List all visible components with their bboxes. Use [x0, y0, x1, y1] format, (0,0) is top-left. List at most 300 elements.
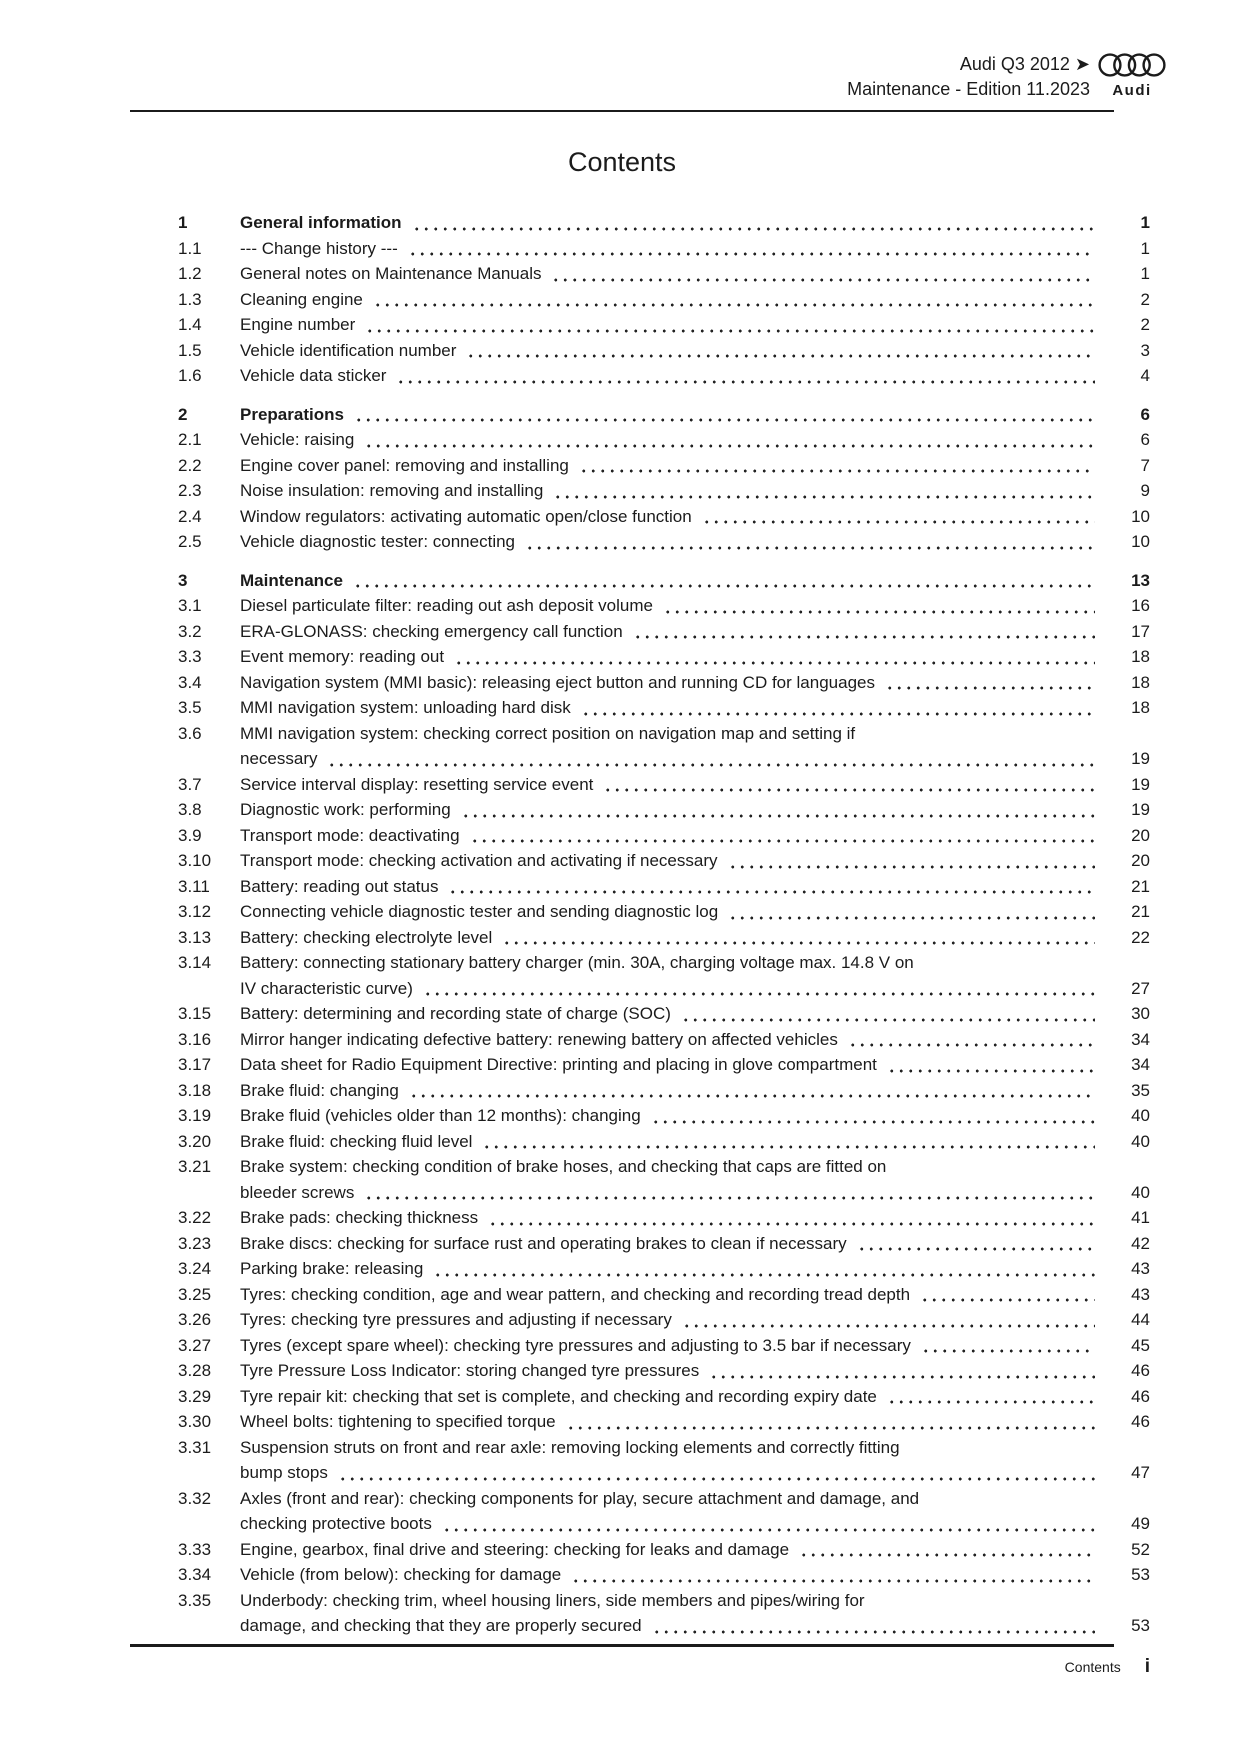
toc-entry-body	[240, 899, 1150, 925]
toc-entry-page: 47	[1131, 1463, 1150, 1482]
toc-entry-title: Diagnostic work: performing	[240, 800, 451, 819]
toc-entry-title: Noise insulation: removing and installing	[240, 481, 544, 500]
dot-leader	[728, 916, 1095, 920]
dot-leader	[663, 610, 1095, 614]
footer-page-number: i	[1144, 1656, 1150, 1677]
dot-leader	[373, 303, 1095, 307]
dot-leader	[364, 1196, 1095, 1200]
toc-entry-number: 3.6	[178, 723, 202, 743]
toc-entry-title: Brake discs: checking for surface rust and operating brakes to clean if necessary	[240, 1233, 847, 1253]
toc-entry-body	[240, 1333, 1150, 1359]
toc-entry-title: Battery: determining and recording state of charge (SOC)	[240, 1004, 671, 1023]
toc-entry-page: 17	[1131, 621, 1150, 641]
toc-entry-page: 1	[1140, 213, 1150, 232]
toc-entry-title: ERA-GLONASS: checking emergency call function	[240, 621, 623, 641]
dot-leader	[571, 1579, 1095, 1583]
toc-entry	[178, 453, 1150, 479]
dot-leader	[920, 1298, 1095, 1302]
toc-entry	[178, 1562, 1150, 1588]
dot-leader	[885, 686, 1095, 690]
dot-leader	[327, 763, 1095, 767]
toc-entry-page: 18	[1131, 698, 1150, 717]
toc-entry-number: 3.17	[178, 1055, 212, 1074]
toc-entry-body	[240, 210, 1150, 236]
toc-entry-number: 3.7	[178, 774, 202, 794]
toc-entry-title: Engine, gearbox, final drive and steering: checking for leaks and damage	[240, 1539, 790, 1559]
dot-leader	[409, 1094, 1095, 1098]
toc-entry-number: 2.3	[178, 481, 202, 500]
toc-entry-title: Tyres: checking condition, age and wear pattern, and checking and recording tread depth	[240, 1284, 911, 1304]
toc-entry-title: Engine number	[240, 315, 356, 334]
toc-entry-page: 35	[1131, 1080, 1150, 1100]
dot-leader	[681, 1018, 1095, 1022]
dot-leader	[799, 1553, 1095, 1557]
toc-entry-number: 3.15	[178, 1004, 212, 1023]
page-title: Contents	[567, 147, 677, 177]
toc-entry-number: 2.2	[178, 455, 202, 475]
toc-entry-body	[240, 1001, 1150, 1027]
toc-entry	[178, 1154, 1150, 1205]
toc-entry-page: 41	[1131, 1208, 1150, 1227]
toc-entry-page: 18	[1131, 672, 1150, 692]
toc-entry-page: 43	[1131, 1284, 1150, 1304]
toc-entry-body	[240, 823, 1150, 849]
toc-entry-number: 3.18	[178, 1080, 212, 1100]
toc-entry-number: 2.5	[178, 532, 202, 551]
toc-entry	[178, 772, 1150, 798]
toc-entry-title: Tyre Pressure Loss Indicator: storing changed tyre pressures	[240, 1361, 700, 1380]
toc-entry	[178, 1282, 1150, 1308]
toc-entry-page: 53	[1131, 1565, 1150, 1584]
toc-entry-page: 2	[1140, 289, 1150, 309]
dot-leader	[525, 546, 1095, 550]
toc-entry-body	[240, 950, 1150, 1001]
toc-entry-body	[240, 504, 1150, 530]
toc-entry-number: 3.4	[178, 672, 202, 692]
toc-entry-title: Brake fluid: changing	[240, 1080, 399, 1100]
toc-entry-number: 3.9	[178, 825, 202, 845]
toc-entry-page: 10	[1131, 532, 1150, 551]
toc-entry-title: Maintenance	[240, 570, 343, 590]
toc-entry-number: 3.2	[178, 621, 202, 641]
toc-entry-body	[240, 402, 1150, 428]
dot-leader	[652, 1630, 1095, 1634]
toc-entry-page: 1	[1140, 264, 1150, 283]
footer-section-label: Contents	[1064, 1659, 1121, 1675]
toc-entry	[178, 874, 1150, 900]
toc-entry-number: 3.19	[178, 1106, 212, 1125]
toc-entry	[178, 402, 1150, 428]
toc-entry-number: 3.20	[178, 1131, 212, 1151]
dot-leader	[848, 1043, 1095, 1047]
toc-entry-title: Data sheet for Radio Equipment Directive: printing and placing in glove compartment	[240, 1055, 877, 1074]
toc-entry-number: 1.3	[178, 289, 202, 309]
toc-entry	[178, 848, 1150, 874]
toc-entry-page: 45	[1131, 1335, 1150, 1355]
toc-entry-number: 3.8	[178, 800, 202, 819]
toc-entry-page: 20	[1131, 825, 1150, 845]
toc-entry-title: Brake pads: checking thickness	[240, 1208, 479, 1227]
toc-entry-title: Tyres (except spare wheel): checking tyre pressures and adjusting to 3.5 bar if necessary	[240, 1335, 911, 1355]
toc-entry-page: 52	[1131, 1539, 1150, 1559]
toc-entry-title: Cleaning engine	[240, 289, 363, 309]
toc-entry-title: Vehicle identification number	[240, 340, 457, 360]
toc-entry-body	[240, 1562, 1150, 1588]
toc-entry-title: Transport mode: checking activation and activating if necessary	[240, 851, 718, 870]
toc-entry	[178, 1307, 1150, 1333]
toc-entry-body	[240, 1027, 1150, 1053]
toc-entry-page: 18	[1131, 647, 1150, 666]
toc-entry-body	[240, 925, 1150, 951]
toc-entry-body	[240, 1205, 1150, 1231]
toc-entry-title: Parking brake: releasing	[240, 1259, 424, 1278]
dot-leader	[354, 418, 1095, 422]
toc-entry-number: 3.1	[178, 596, 202, 615]
toc-entry-number: 3.21	[178, 1157, 212, 1176]
toc-entry-page: 53	[1131, 1616, 1150, 1635]
toc-entry-body	[240, 338, 1150, 364]
dot-leader	[470, 839, 1095, 843]
toc-entry-body	[240, 1486, 1150, 1537]
toc-entry-page: 34	[1131, 1055, 1150, 1074]
toc-entry-body	[240, 478, 1150, 504]
dot-leader	[581, 712, 1095, 716]
toc-entry-number: 3.29	[178, 1386, 212, 1406]
toc-entry	[178, 1231, 1150, 1257]
toc-entry	[178, 593, 1150, 619]
toc-entry-title: General information	[240, 213, 402, 232]
toc-entry-body	[240, 1078, 1150, 1104]
toc-entry-title: Underbody: checking trim, wheel housing liners, side members and pipes/wiring for	[240, 1590, 865, 1610]
dot-leader	[502, 941, 1095, 945]
dot-leader	[338, 1477, 1095, 1481]
toc-entry-number: 3	[178, 570, 188, 590]
toc-entry-body	[240, 1537, 1150, 1563]
toc-entry-number: 3.26	[178, 1310, 212, 1329]
toc-entry-number: 3.33	[178, 1539, 212, 1559]
toc-entry-body	[240, 236, 1150, 262]
toc-entry-title: Battery: reading out status	[240, 876, 439, 896]
toc-entry-body	[240, 644, 1150, 670]
toc-entry-title: Brake fluid: checking fluid level	[240, 1131, 473, 1151]
toc-entry-title: Mirror hanger indicating defective battery: renewing battery on affected vehicles	[240, 1029, 838, 1049]
toc-entry-title: Brake fluid (vehicles older than 12 months): changing	[240, 1106, 641, 1125]
toc-entry-body	[240, 593, 1150, 619]
toc-entry-title: Vehicle data sticker	[240, 366, 387, 385]
footer-rule	[130, 1644, 1114, 1647]
toc-entry-page: 2	[1140, 315, 1150, 334]
dot-leader	[412, 227, 1095, 231]
dot-leader	[709, 1375, 1095, 1379]
toc-entry	[178, 670, 1150, 696]
toc-entry-body	[240, 1282, 1150, 1308]
toc-entry-number: 3.28	[178, 1361, 212, 1380]
toc-entry-body	[240, 695, 1150, 721]
toc-entry-title: Window regulators: activating automatic open/close function	[240, 506, 692, 526]
dot-leader	[887, 1069, 1095, 1073]
toc-entry-number: 3.22	[178, 1208, 212, 1227]
dot-leader	[448, 890, 1095, 894]
dot-leader	[551, 278, 1095, 282]
toc-entry	[178, 644, 1150, 670]
toc-entry-number: 3.12	[178, 902, 212, 921]
toc-entry-body	[240, 529, 1150, 555]
toc-entry	[178, 1027, 1150, 1053]
toc-entry-page: 46	[1131, 1412, 1150, 1431]
toc-entry	[178, 1001, 1150, 1027]
toc-entry-number: 1.4	[178, 315, 202, 334]
toc-entry-body	[240, 568, 1150, 594]
dot-leader	[442, 1528, 1095, 1532]
toc-entry-number: 1	[178, 213, 188, 232]
toc-entry	[178, 899, 1150, 925]
dot-leader	[887, 1400, 1095, 1404]
toc-entry-page: 19	[1131, 800, 1150, 819]
toc-entry-number: 1.6	[178, 366, 202, 385]
toc-entry-body	[240, 1384, 1150, 1410]
toc-entry-page: 4	[1140, 366, 1150, 385]
toc-entry	[178, 619, 1150, 645]
toc-entry-body	[240, 619, 1150, 645]
toc-entry-title: Vehicle: raising	[240, 430, 355, 449]
toc-entry-title: Vehicle (from below): checking for damage	[240, 1565, 562, 1584]
toc-entry-body	[240, 427, 1150, 453]
toc-entry	[178, 1435, 1150, 1486]
toc-entry-title: General notes on Maintenance Manuals	[240, 264, 542, 283]
dot-leader	[396, 380, 1095, 384]
toc-entry-number: 3.13	[178, 927, 212, 947]
toc-entry-page: 6	[1140, 430, 1150, 449]
toc-entry	[178, 478, 1150, 504]
toc-entry-page: 7	[1140, 455, 1150, 475]
toc-entry-page: 1	[1140, 238, 1150, 258]
toc-entry-title: Transport mode: deactivating	[240, 825, 460, 845]
toc-entry-title-continuation: bleeder screws	[240, 1182, 355, 1202]
toc-entry-number: 3.5	[178, 698, 202, 717]
toc-entry-body	[240, 1052, 1150, 1078]
dot-leader	[651, 1120, 1095, 1124]
toc-entry	[178, 236, 1150, 262]
toc-entry	[178, 823, 1150, 849]
toc-entry	[178, 1205, 1150, 1231]
toc-entry	[178, 504, 1150, 530]
toc-entry	[178, 427, 1150, 453]
toc-entry-number: 3.11	[178, 876, 210, 896]
dot-leader	[466, 354, 1095, 358]
audi-logo	[1097, 50, 1167, 99]
dot-leader	[566, 1426, 1095, 1430]
toc-entry-title-continuation: necessary	[240, 749, 318, 768]
toc-entry-page: 20	[1131, 851, 1150, 870]
toc-entry-title: MMI navigation system: unloading hard disk	[240, 698, 571, 717]
toc-entry	[178, 338, 1150, 364]
toc-entry-page: 22	[1131, 927, 1150, 947]
dot-leader	[603, 788, 1095, 792]
dot-leader	[365, 329, 1095, 333]
page-footer	[130, 1656, 1150, 1678]
toc-entry-body	[240, 1103, 1150, 1129]
toc-entry-number: 3.31	[178, 1437, 212, 1457]
toc-entry-number: 3.24	[178, 1259, 212, 1278]
toc-entry-page: 34	[1131, 1029, 1150, 1049]
dot-leader	[433, 1273, 1095, 1277]
toc-entry-body	[240, 1154, 1150, 1205]
toc-entry-body	[240, 670, 1150, 696]
toc-entry	[178, 950, 1150, 1001]
header-model-line: Audi Q3 2012 ➤	[959, 54, 1090, 74]
toc-entry-number: 1.1	[178, 238, 202, 258]
toc-entry	[178, 1486, 1150, 1537]
header-edition-line: Maintenance - Edition 11.2023	[847, 79, 1090, 99]
table-of-contents	[178, 197, 1150, 1639]
toc-entry-title: Suspension struts on front and rear axle: removing locking elements and correctly fitting	[240, 1437, 900, 1457]
toc-entry	[178, 1129, 1150, 1155]
toc-entry-page: 19	[1131, 774, 1150, 794]
toc-entry-body	[240, 453, 1150, 479]
dot-leader	[454, 661, 1095, 665]
manual-header	[847, 52, 1090, 102]
toc-entry-title: Connecting vehicle diagnostic tester and sending diagnostic log	[240, 902, 719, 921]
toc-entry-number: 3.14	[178, 953, 212, 972]
toc-entry-number: 3.35	[178, 1590, 212, 1610]
toc-entry-body	[240, 797, 1150, 823]
toc-entry-body	[240, 261, 1150, 287]
toc-entry	[178, 1384, 1150, 1410]
toc-entry-body	[240, 874, 1150, 900]
toc-entry-number: 1.5	[178, 340, 202, 360]
toc-entry-title-continuation: damage, and checking that they are properly secured	[240, 1616, 642, 1635]
toc-entry-page: 40	[1131, 1182, 1150, 1202]
toc-entry	[178, 1409, 1150, 1435]
toc-entry	[178, 210, 1150, 236]
toc-entry-page: 21	[1131, 902, 1150, 921]
toc-entry-title: Event memory: reading out	[240, 647, 445, 666]
toc-entry-title-continuation: bump stops	[240, 1463, 328, 1482]
toc-entry	[178, 721, 1150, 772]
toc-entry	[178, 695, 1150, 721]
toc-entry-page: 27	[1131, 978, 1150, 998]
toc-entry-title: Tyres: checking tyre pressures and adjusting if necessary	[240, 1310, 672, 1329]
dot-leader	[921, 1349, 1095, 1353]
toc-entry-number: 3.16	[178, 1029, 212, 1049]
toc-entry-page: 6	[1140, 404, 1150, 424]
toc-entry-body	[240, 772, 1150, 798]
dot-leader	[633, 635, 1095, 639]
toc-entry-body	[240, 1358, 1150, 1384]
dot-leader	[682, 1324, 1095, 1328]
toc-entry	[178, 261, 1150, 287]
dot-leader	[364, 444, 1095, 448]
toc-entry-body	[240, 312, 1150, 338]
toc-entry-number: 2	[178, 404, 188, 424]
dot-leader	[423, 992, 1095, 996]
toc-entry-number: 2.4	[178, 506, 202, 526]
toc-entry-body	[240, 363, 1150, 389]
toc-entry-page: 42	[1131, 1233, 1150, 1253]
toc-entry	[178, 1052, 1150, 1078]
dot-leader	[482, 1145, 1095, 1149]
toc-entry	[178, 1256, 1150, 1282]
toc-entry-body	[240, 1435, 1150, 1486]
toc-entry-title: Service interval display: resetting service event	[240, 774, 594, 794]
toc-entry-number: 3.34	[178, 1565, 212, 1584]
toc-entry-body	[240, 1129, 1150, 1155]
toc-entry-number: 3.3	[178, 647, 202, 666]
toc-entry-body	[240, 1409, 1150, 1435]
toc-entry-title: Navigation system (MMI basic): releasing eject button and running CD for languages	[240, 672, 875, 692]
dot-leader	[408, 252, 1095, 256]
toc-entry	[178, 797, 1150, 823]
toc-entry-number: 3.32	[178, 1488, 212, 1508]
toc-entry-title-continuation: checking protective boots	[240, 1514, 432, 1533]
toc-entry	[178, 568, 1150, 594]
toc-entry-title: Battery: connecting stationary battery charger (min. 30A, charging voltage max. 14.8 V on	[240, 953, 914, 972]
dot-leader	[353, 584, 1095, 588]
dot-leader	[857, 1247, 1095, 1251]
toc-entry-page: 40	[1131, 1106, 1150, 1125]
toc-entry-number: 2.1	[178, 430, 202, 449]
audi-wordmark: Audi	[1112, 82, 1152, 99]
toc-entry-page: 44	[1131, 1310, 1150, 1329]
toc-entry-page: 3	[1140, 340, 1150, 360]
dot-leader	[488, 1222, 1095, 1226]
toc-entry	[178, 1358, 1150, 1384]
toc-entry-title-continuation: IV characteristic curve)	[240, 978, 413, 998]
toc-entry-number: 3.25	[178, 1284, 212, 1304]
toc-entry-page: 46	[1131, 1361, 1150, 1380]
toc-entry-number: 3.30	[178, 1412, 212, 1431]
toc-entry-page: 46	[1131, 1386, 1150, 1406]
toc-entry-page: 13	[1131, 570, 1150, 590]
toc-entry-page: 9	[1140, 481, 1150, 500]
toc-entry-body	[240, 1588, 1150, 1639]
toc-entry	[178, 1103, 1150, 1129]
toc-entry	[178, 1333, 1150, 1359]
toc-entry	[178, 363, 1150, 389]
toc-entry-number: 3.23	[178, 1233, 212, 1253]
toc-entry-page: 21	[1131, 876, 1150, 896]
dot-leader	[553, 495, 1095, 499]
dot-leader	[728, 865, 1095, 869]
dot-leader	[579, 469, 1095, 473]
toc-entry-title: Vehicle diagnostic tester: connecting	[240, 532, 516, 551]
dot-leader	[702, 520, 1095, 524]
toc-entry-body	[240, 1307, 1150, 1333]
toc-entry-body	[240, 721, 1150, 772]
toc-entry	[178, 1588, 1150, 1639]
toc-entry-body	[240, 1256, 1150, 1282]
toc-entry	[178, 529, 1150, 555]
toc-entry-title: --- Change history ---	[240, 238, 398, 258]
header-rule	[130, 110, 1114, 112]
toc-entry-page: 19	[1131, 749, 1150, 768]
toc-entry-page: 30	[1131, 1004, 1150, 1023]
toc-entry-body	[240, 1231, 1150, 1257]
toc-entry	[178, 287, 1150, 313]
toc-entry-page: 49	[1131, 1514, 1150, 1533]
toc-entry	[178, 1078, 1150, 1104]
toc-entry-page: 40	[1131, 1131, 1150, 1151]
toc-entry-page: 43	[1131, 1259, 1150, 1278]
toc-entry-number: 3.10	[178, 851, 212, 870]
toc-entry-title: Wheel bolts: tightening to specified torque	[240, 1412, 556, 1431]
toc-entry-title: Axles (front and rear): checking components for play, secure attachment and damage, and	[240, 1488, 920, 1508]
toc-entry-title: Tyre repair kit: checking that set is complete, and checking and recording expiry date	[240, 1386, 877, 1406]
toc-entry	[178, 1537, 1150, 1563]
toc-entry-title: Preparations	[240, 404, 344, 424]
toc-entry-title: Engine cover panel: removing and installing	[240, 455, 569, 475]
toc-entry	[178, 925, 1150, 951]
